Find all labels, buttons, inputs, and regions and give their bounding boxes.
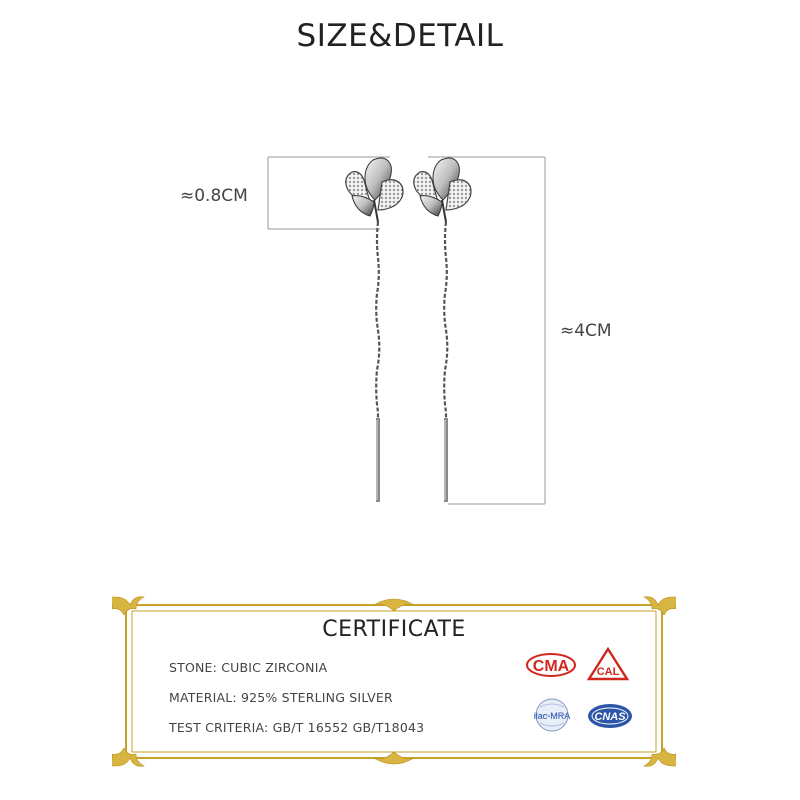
certificate-panel [112,593,676,770]
ilac-mra-logo-icon [526,697,578,737]
left-earring [346,158,403,502]
test-criteria-spec: TEST CRITERIA: GB/T 16552 GB/T18043 [169,720,425,735]
svg-text:CAL: CAL [596,666,620,678]
certificate-title: CERTIFICATE [322,617,466,642]
stone-spec: STONE: CUBIC ZIRCONIA [169,660,328,675]
svg-text:CMA: CMA [532,658,570,675]
width-dimension-label: ≈0.8CM [180,186,248,206]
cma-logo-icon [525,651,577,679]
length-dimension-label: ≈4CM [560,321,612,341]
page-title: SIZE&DETAIL [296,18,504,54]
cal-logo-icon [587,647,629,681]
right-earring [414,158,471,502]
material-spec: MATERIAL: 925% STERLING SILVER [169,690,393,705]
svg-text:CNAS: CNAS [594,711,626,723]
svg-text:ilac-MRA: ilac-MRA [533,711,571,721]
cnas-logo-icon [584,701,636,731]
